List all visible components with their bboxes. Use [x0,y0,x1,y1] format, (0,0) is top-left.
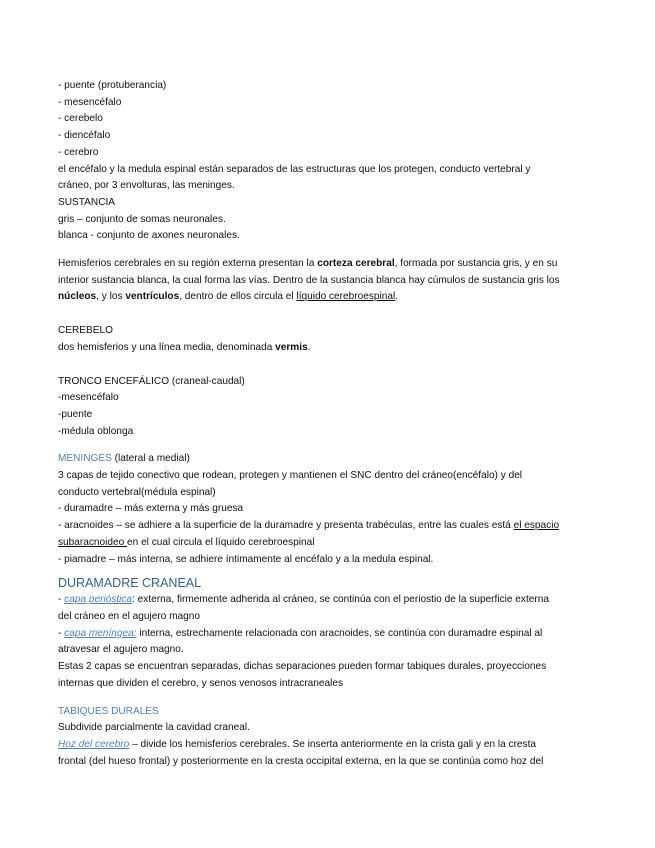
text-run: - [58,627,65,639]
link-hoz-del-cerebro[interactable]: Hoz del cerebro [58,738,130,750]
bold-term-ventriculos: ventrículos [125,291,180,303]
text-run: (lateral a medial) [111,453,190,465]
underlined-term-liquido: líquido cerebroespinal [296,291,396,303]
section-heading-meninges [58,451,615,468]
underlined-term-espacio: el espacio [513,520,560,532]
section-heading-cerebelo: CEREBELO [58,325,113,337]
list-item: - cerebro [58,146,99,158]
paragraph-line: Subdivide parcialmente la cavidad craneal. [58,722,250,734]
link-capa-meningea[interactable]: capa meníngea: [64,627,137,639]
list-item: -mesencéfalo [58,392,119,404]
paragraph-line: atravesar el agujero magno. [58,644,184,656]
bold-term-nucleos: núcleos [58,291,97,303]
paragraph-line: internas que dividen el cerebro, y senos venosos intracraneales [58,677,344,689]
list-item [58,518,615,535]
paragraph-line: frontal (del hueso frontal) y posteriormente en la cresta occipital externa, en la que se continúa como hoz del [58,755,544,767]
text-run: . [395,291,399,303]
bold-term-corteza: corteza cerebral [317,258,395,270]
list-item: - diencéfalo [58,130,111,142]
list-item: - duramadre – más externa y más gruesa [58,503,244,515]
list-item: - mesencéfalo [58,96,122,108]
text-run: - aracnoides – se adhiere a la superficie de la duramadre y presenta trabéculas, entre las cuales está [58,520,514,532]
paragraph-line: Estas 2 capas se encuentran separadas, dichas separaciones pueden formar tabiques durales, proyecciones [58,661,547,673]
section-heading-tronco: TRONCO ENCEFÁLICO (craneal-caudal) [58,375,245,387]
text-run: interna, estrechamente relacionada con aracnoides, se continúa con duramadre espinal al [136,627,543,639]
text-run: - [58,594,65,606]
list-item: -médula oblonga [58,425,134,437]
paragraph-line: interior sustancia blanca, la cual forma las vías. Dentro de la sustancia blanca hay cúmulos de sustancia gris los [58,274,560,286]
paragraph-line [58,535,615,552]
list-item: - puente (protuberancia) [58,80,167,91]
paragraph-line: el encéfalo y la medula espinal están separados de las estructuras que los protegen, conducto vertebral y [58,163,531,175]
hemisferios-paragraph [58,256,615,306]
list-item: - cerebelo [58,113,103,125]
sustancia-blanca: blanca - conjunto de axones neuronales. [58,230,240,242]
text-run: dos hemisferios y una línea media, denominada [58,341,276,353]
list-item: - piamadre – más interna, se adhiere íntimamente al encéfalo y a la medula espinal. [58,553,434,565]
section-heading-sustancia: SUSTANCIA [58,196,116,208]
intro-list [58,78,615,162]
paragraph-line: 3 capas de tejido conectivo que rodean, protegen y mantienen el SNC dentro del cráneo(encéfalo) y del [58,470,523,482]
paragraph-line: cráneo, por 3 envolturas, las meninges. [58,180,235,192]
list-item [58,592,615,609]
paragraph-line: conducto vertebral(médula espinal) [58,486,216,498]
list-item [58,626,615,643]
underlined-term-subaracnoideo: subaracnoideo [58,536,128,548]
text-run: , formada por sustancia gris, y en su [394,258,558,270]
text-run: Hemisferios cerebrales en su región externa presentan la [58,258,318,270]
list-item: -puente [58,408,93,420]
section-heading-duramadre: DURAMADRE CRANEAL [58,576,202,591]
link-capa-periostica[interactable]: capa perióstica [64,594,133,606]
paragraph-line [58,737,615,754]
text-run: : externa, firmemente adherida al cráneo, se continúa con el periostio de la superficie externa [132,594,549,606]
text-run: – divide los hemisferios cerebrales. Se inserta anteriormente en la crista gali y en la cresta [129,738,537,750]
section-heading-tabiques: TABIQUES DURALES [58,705,159,717]
paragraph-line [58,289,615,306]
paragraph-line: del cráneo en el agujero magno [58,610,200,622]
bold-term-vermis: vermis [275,341,308,353]
text-run: , dentro de ellos circula el [179,291,297,303]
text-run: . [307,341,311,353]
meninges-heading-title: MENINGES [58,453,112,465]
text-run: en el cual circula el líquido cerebroespinal [127,536,315,548]
text-run: , y los [96,291,126,303]
sustancia-gris: gris – conjunto de somas neuronales. [58,213,226,225]
paragraph-line [58,340,615,357]
paragraph-line [58,256,615,273]
